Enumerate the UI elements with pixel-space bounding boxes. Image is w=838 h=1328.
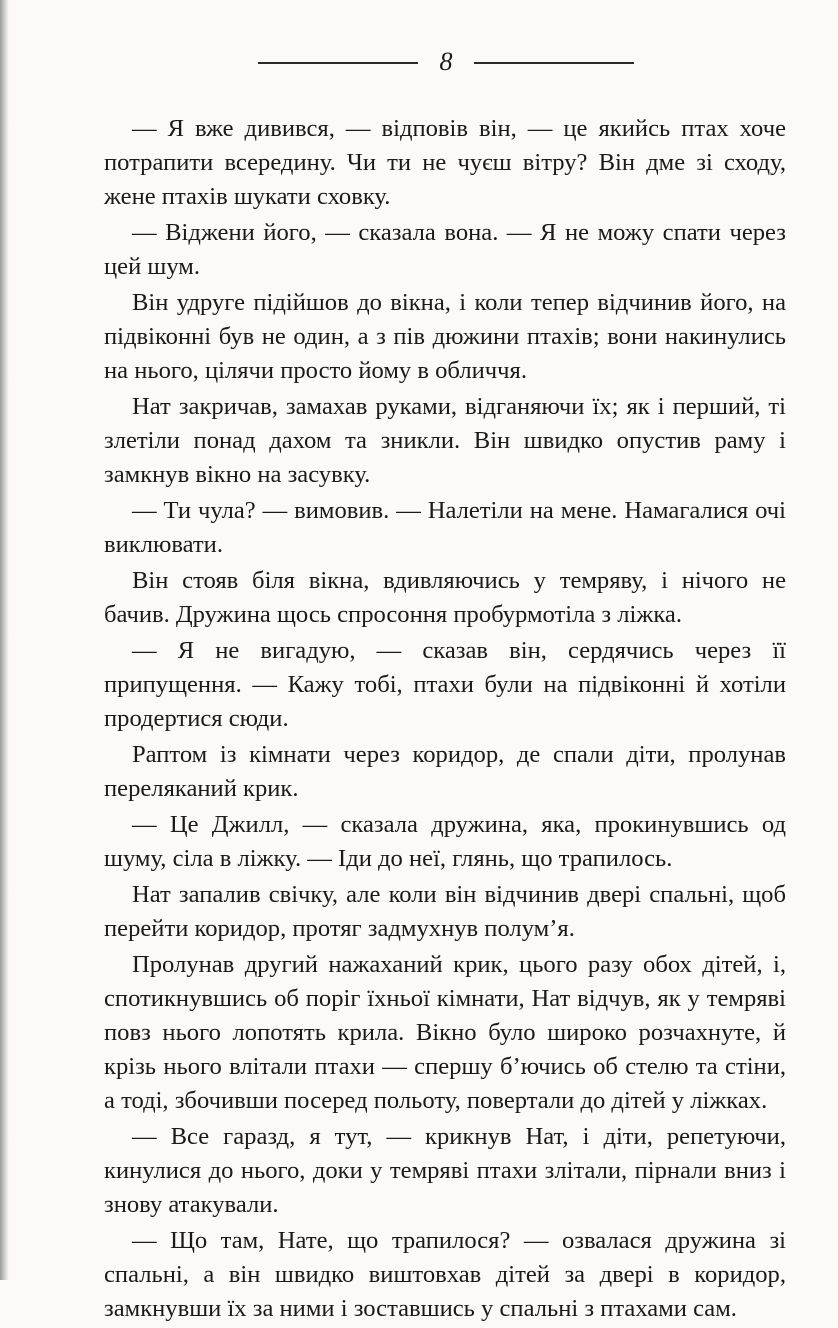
- paragraph-11: Пролунав другий нажаханий крик, цього разу обох дітей, і, спотикнувшись об поріг їхньої кімнати, Нат відчув, як у темряві повз нього лопотять крила. Вікно було широко розчахнуте, й крізь нього влітали птахи — спершу б’ючись об стелю та стіни, а тоді, збочивши посеред польоту, повертали до дітей у ліжках.: [104, 951, 786, 1114]
- paragraph-3: Він удруге підійшов до вікна, і коли тепер відчинив його, на підвіконні був не один, а з пів дюжини птахів; вони накинулись на нього, цілячи просто йому в обличчя.: [104, 289, 786, 384]
- paragraph-8: Раптом із кімнати через коридор, де спали діти, пролунав переляканий крик.: [104, 741, 786, 802]
- page-header: [0, 44, 838, 80]
- paragraph-2: — Віджени його, — сказала вона. — Я не можу спати через цей шум.: [104, 219, 786, 280]
- page-number: 8: [439, 47, 453, 76]
- paragraph-6: Він стояв біля вікна, вдивляючись у темряву, і нічого не бачив. Дружина щось спросоння пробурмотіла з ліжка.: [104, 567, 786, 628]
- paragraph-12: — Все гаразд, я тут, — крикнув Нат, і діти, репетуючи, кинулися до нього, доки у темряві птахи злітали, пірнали вниз і знову атакували.: [104, 1123, 786, 1218]
- header-rule-right: [474, 62, 634, 64]
- paragraph-7: — Я не вигадую, — сказав він, сердячись через її припущення. — Кажу тобі, птахи були на підвіконні й хотіли продертися сюди.: [104, 637, 786, 732]
- paragraph-4: Нат закричав, замахав руками, відганяючи їх; як і перший, ті злетіли понад дахом та зникли. Він швидко опустив раму і замкнув вікно на засувку.: [104, 393, 786, 488]
- header-rule-left: [258, 62, 418, 64]
- paragraph-10: Нат запалив свічку, але коли він відчинив двері спальні, щоб перейти коридор, протяг задмухнув полум’я.: [104, 881, 786, 942]
- paragraph-1: — Я вже дивився, — відповів він, — це якийсь птах хоче потрапити всередину. Чи ти не чуєш вітру? Він дме зі сходу, жене птахів шукати сховку.: [104, 115, 786, 210]
- page-edge-shadow: [0, 0, 9, 1280]
- paragraph-5: — Ти чула? — вимовив. — Налетіли на мене. Намагалися очі виклювати.: [104, 497, 786, 558]
- paragraph-9: — Це Джилл, — сказала дружина, яка, прокинувшись од шуму, сіла в ліжку. — Іди до неї, глянь, що трапилось.: [104, 811, 786, 872]
- paragraph-13: — Що там, Нате, що трапилося? — озвалася дружина зі спальні, а він швидко виштовхав дітей за двері в коридор, замкнувши їх за ними і зоставшись у спальні з птахами сам.: [104, 1227, 786, 1322]
- body-text: [104, 112, 786, 1328]
